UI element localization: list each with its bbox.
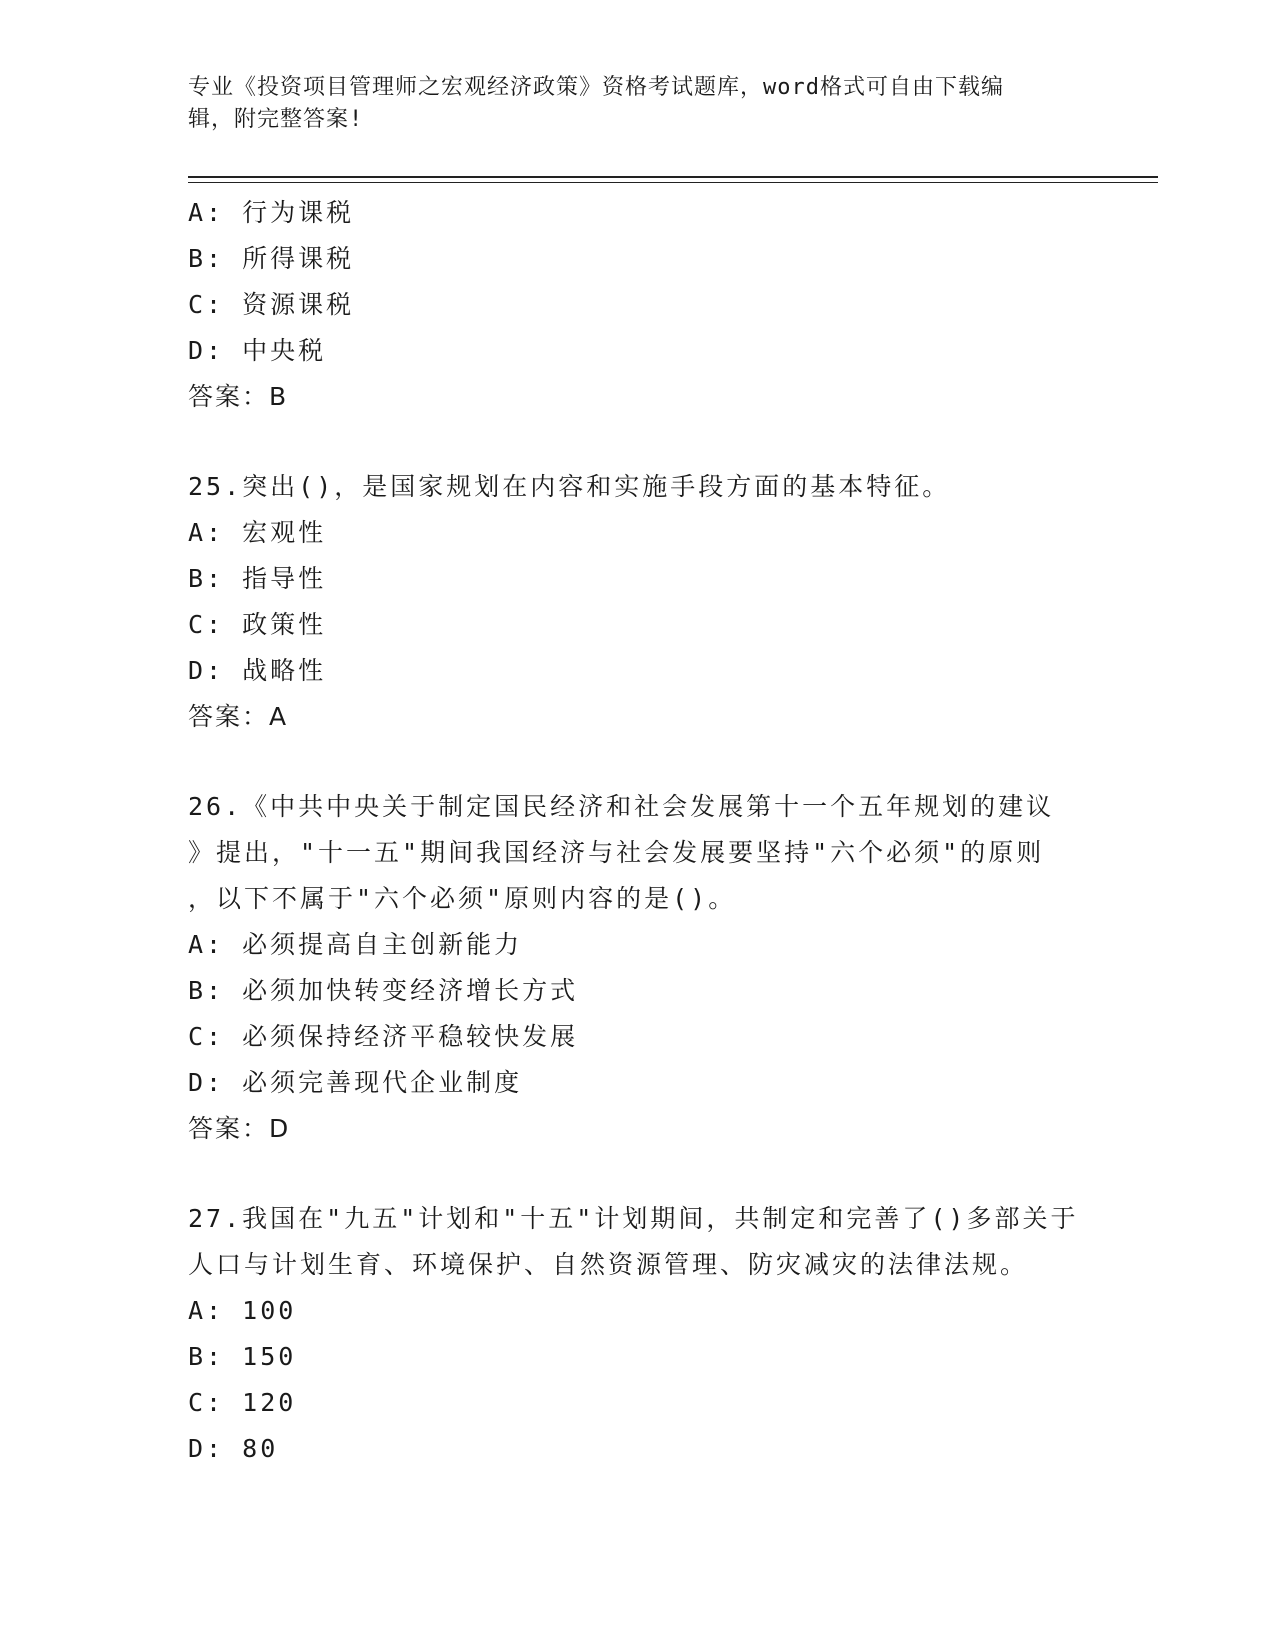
option-d: D: 必须完善现代企业制度 [188,1068,523,1097]
question-24 [188,190,1088,420]
question-stem [188,464,1088,510]
stem-line: 人口与计划生育、环境保护、自然资源管理、防灾减灾的法律法规。 [188,1250,1029,1279]
question-stem [188,1196,1088,1288]
option-d: D: 战略性 [188,656,327,685]
option-c: C: 120 [188,1388,297,1417]
option-b: B: 必须加快转变经济增长方式 [188,976,579,1005]
option-c: C: 资源课税 [188,290,355,319]
stem-line: 25.突出()，是国家规划在内容和实施手段方面的基本特征。 [188,472,951,501]
answer-line: 答案：A [188,702,289,731]
option-a: A: 行为课税 [188,198,355,227]
stem-line: 26.《中共中央关于制定国民经济和社会发展第十一个五年规划的建议 [188,792,1055,821]
option-b: B: 指导性 [188,564,327,593]
header-divider-thick [188,176,1158,178]
question-26 [188,784,1088,1152]
option-a: A: 100 [188,1296,297,1325]
question-27 [188,1196,1088,1472]
question-25 [188,464,1088,740]
question-stem [188,784,1088,922]
header-line-1: 专业《投资项目管理师之宏观经济政策》资格考试题库，word格式可自由下载编 [188,75,1004,100]
option-c: C: 政策性 [188,610,327,639]
stem-line: 》提出，"十一五"期间我国经济与社会发展要坚持"六个必须"的原则 [188,838,1045,867]
option-a: A: 必须提高自主创新能力 [188,930,523,959]
header-line-2: 辑，附完整答案! [188,107,364,132]
answer-line: 答案：B [188,382,289,411]
stem-line: 27.我国在"九五"计划和"十五"计划期间，共制定和完善了()多部关于 [188,1204,1079,1233]
question-list [188,190,1088,1472]
stem-line: ，以下不属于"六个必须"原则内容的是()。 [188,884,737,913]
option-d: D: 中央税 [188,336,327,365]
option-a: A: 宏观性 [188,518,327,547]
header-divider-thin [188,182,1158,183]
option-b: B: 所得课税 [188,244,355,273]
option-d: D: 80 [188,1434,279,1463]
answer-line: 答案：D [188,1114,291,1143]
option-c: C: 必须保持经济平稳较快发展 [188,1022,579,1051]
option-b: B: 150 [188,1342,297,1371]
document-header [188,72,1088,136]
